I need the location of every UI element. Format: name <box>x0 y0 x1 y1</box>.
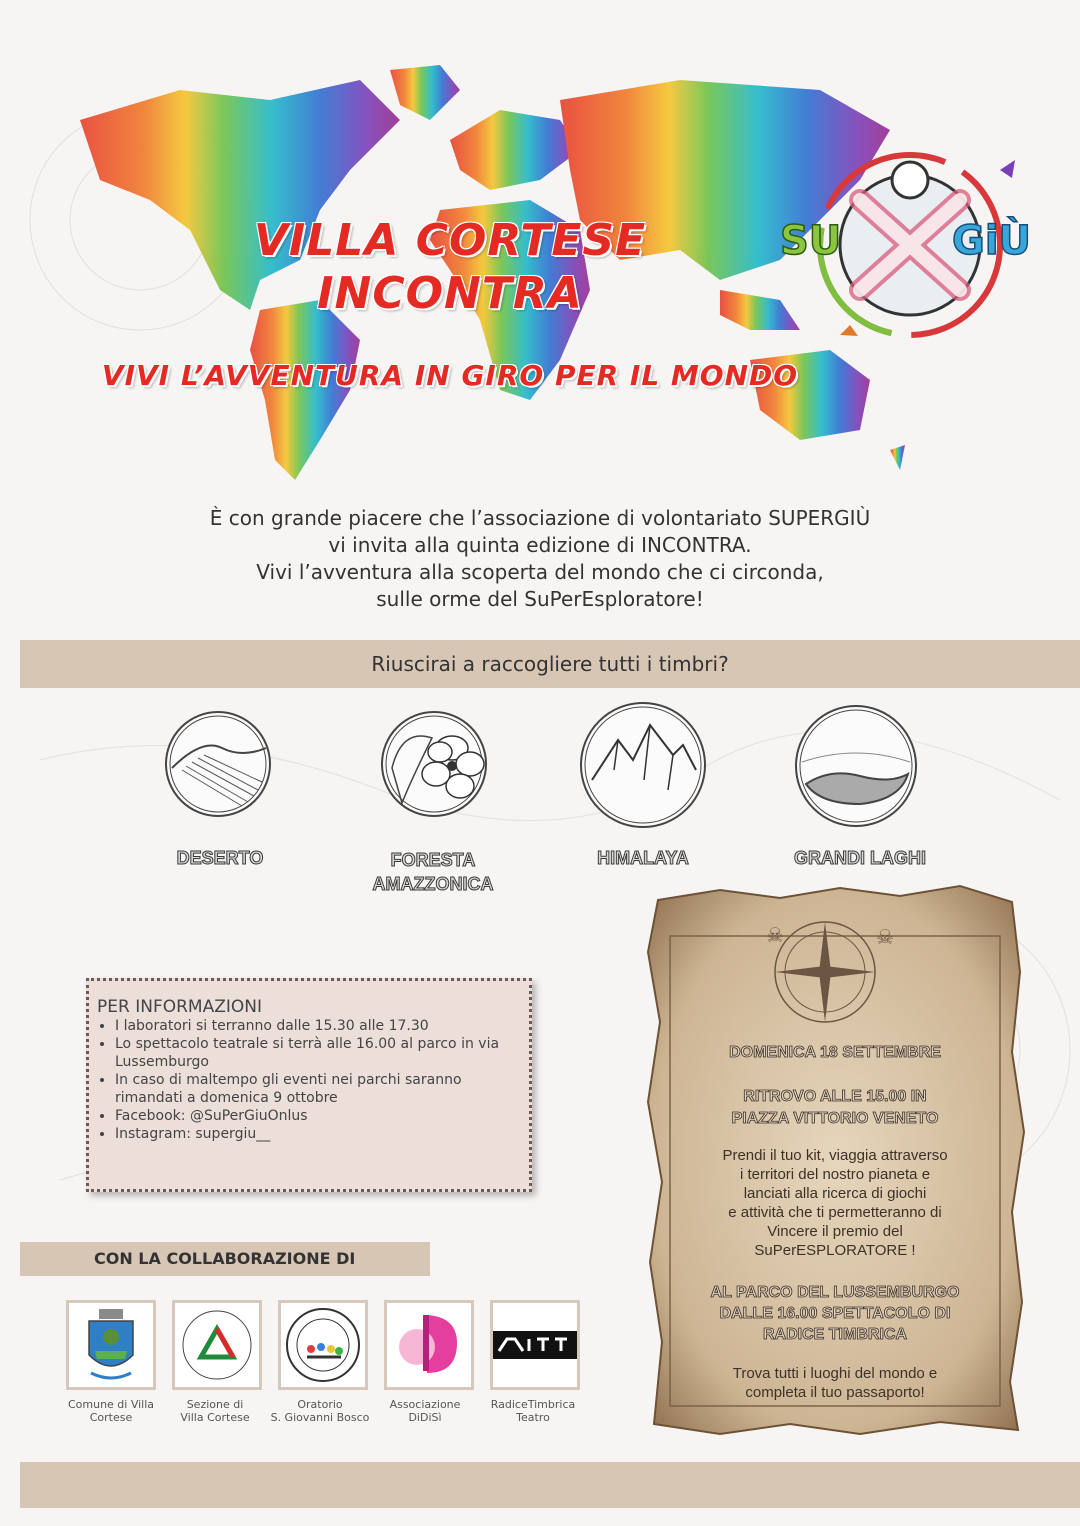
partner-caption-radicetimbrica <box>478 1398 588 1424</box>
body-line: e attività che ti permetteranno di <box>728 1204 942 1221</box>
intro-line-1: È con grande piacere che l’associazione di volontariato SUPERGIÙ <box>209 506 871 530</box>
caption-line: Villa Cortese <box>180 1411 250 1424</box>
meet-line-1: RITROVO ALLE 15.00 IN <box>743 1088 927 1105</box>
protezione-civile-icon <box>175 1303 259 1387</box>
partner-caption-oratorio <box>260 1398 380 1424</box>
info-title: PER INFORMAZIONI <box>97 997 262 1017</box>
radicetimbrica-icon <box>493 1303 577 1387</box>
intro-line-3: Vivi l’avventura alla scoperta del mondo che ci circonda, <box>256 560 824 584</box>
coat-of-arms-icon <box>69 1303 153 1387</box>
partner-caption-protezione <box>160 1398 270 1424</box>
partner-logo-protezione-civile <box>172 1300 262 1390</box>
partner-caption-comune <box>56 1398 166 1424</box>
info-item: • Facebook: @SuPerGiuOnlus <box>115 1107 529 1125</box>
caption-line: Oratorio <box>297 1398 343 1411</box>
supergiu-logo <box>780 140 1040 350</box>
stamp-label-himalaya: HIMALAYA <box>597 848 689 868</box>
caption-line: S. Giovanni Bosco <box>270 1411 370 1424</box>
info-item: • In caso di maltempo gli eventi nei parchi saranno rimandati a domenica 9 ottobre <box>115 1071 529 1107</box>
body-line: Prendi il tuo kit, viaggia attraverso <box>722 1147 948 1164</box>
partner-logo-oratorio <box>278 1300 368 1390</box>
caption-line: Comune di Villa <box>67 1398 155 1411</box>
intro-line-2: vi invita alla quinta edizione di INCONTRA. <box>328 533 752 557</box>
mountains-icon <box>578 700 708 830</box>
caption-line: Cortese <box>89 1411 133 1424</box>
footer-band <box>20 1462 1080 1508</box>
subtitle: VIVI L’AVVENTURA IN GIRO PER IL MONDO <box>101 359 799 392</box>
svg-text:☠: ☠ <box>766 923 784 947</box>
stamps-banner <box>20 640 1080 688</box>
collab-banner <box>20 1242 430 1276</box>
parchment-scroll <box>640 882 1030 1442</box>
title-line-1: VILLA CORTESE <box>253 215 647 266</box>
body-line: SuPerESPLORATORE ! <box>754 1242 916 1259</box>
info-box <box>86 978 532 1192</box>
desert-icon <box>162 708 274 820</box>
partner-logo-didisi <box>384 1300 474 1390</box>
partner-logo-radicetimbrica <box>490 1300 580 1390</box>
show-line-3: RADICE TIMBRICA <box>763 1326 907 1343</box>
parchment-body <box>660 1146 1010 1260</box>
lake-icon <box>790 704 922 828</box>
hibiscus-icon <box>372 708 496 820</box>
info-item: • Lo spettacolo teatrale si terrà alle 16.00 al parco in via Lussemburgo <box>115 1035 529 1071</box>
body-line: i territori del nostro pianeta e <box>739 1166 931 1183</box>
partner-logo-comune <box>66 1300 156 1390</box>
body-line: lanciati alla ricerca di giochi <box>743 1185 927 1202</box>
caption-line: Associazione <box>389 1398 461 1411</box>
partner-caption-didisi <box>370 1398 480 1424</box>
caption-line: Teatro <box>516 1411 550 1424</box>
end-line: completa il tuo passaporto! <box>745 1384 925 1401</box>
didisi-music-note-icon <box>387 1303 471 1387</box>
caption-line: RadiceTimbrica <box>490 1398 576 1411</box>
show-line-2: DALLE 16.00 SPETTACOLO DI <box>719 1305 951 1322</box>
stamp-label-amazzonica: AMAZZONICA <box>372 874 494 894</box>
logo-text-right: GiÙ <box>952 218 1032 264</box>
stamp-label-grandi-laghi: GRANDI LAGHI <box>794 848 926 868</box>
meet-line-2: PIAZZA VITTORIO VENETO <box>731 1110 939 1127</box>
intro-line-4: sulle orme del SuPerEsploratore! <box>376 587 704 611</box>
intro-text <box>40 505 1040 613</box>
svg-text:☠: ☠ <box>876 925 894 949</box>
info-item: • Instagram: supergiu__ <box>115 1125 529 1143</box>
stamp-label-deserto: DESERTO <box>176 848 264 868</box>
title-line-2: INCONTRA <box>317 268 583 319</box>
info-item: • I laboratori si terranno dalle 15.30 alle 17.30 <box>115 1017 529 1035</box>
logo-text-left: SU <box>780 218 842 264</box>
body-line: Vincere il premio del <box>767 1223 903 1240</box>
collab-title: CON LA COLLABORAZIONE DI <box>94 1249 356 1268</box>
show-line-1: AL PARCO DEL LUSSEMBURGO <box>710 1284 960 1301</box>
stamp-label-foresta: FORESTA <box>390 850 476 870</box>
info-list <box>89 1017 529 1143</box>
caption-line: Sezione di <box>186 1398 244 1411</box>
event-date: DOMENICA 18 SETTEMBRE <box>729 1044 941 1061</box>
caption-line: DiDiSì <box>408 1411 442 1424</box>
parchment-end <box>660 1364 1010 1402</box>
stamps-banner-text: Riuscirai a raccogliere tutti i timbri? <box>371 652 729 676</box>
oratorio-icon <box>281 1303 365 1387</box>
end-line: Trova tutti i luoghi del mondo e <box>732 1365 938 1382</box>
